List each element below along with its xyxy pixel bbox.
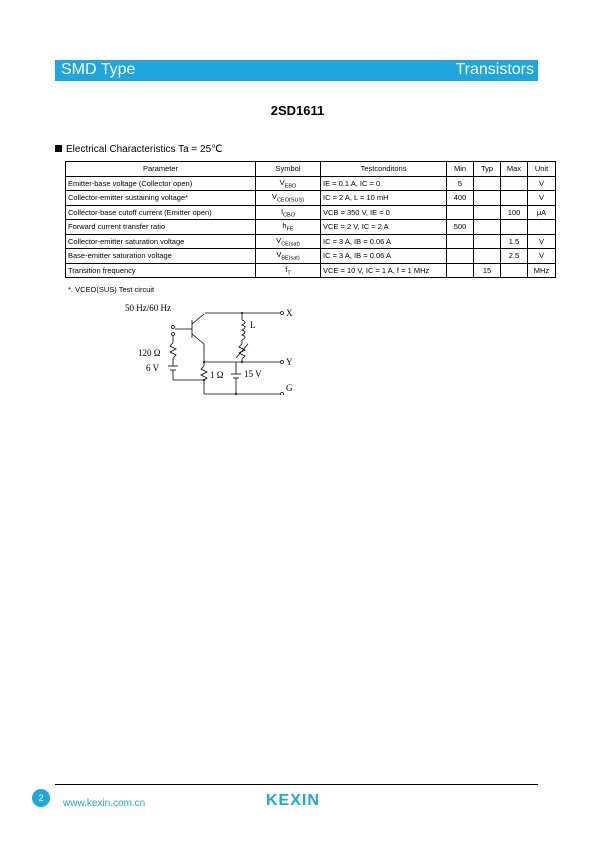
cell-parameter: Transition frequency	[66, 263, 256, 278]
symbol-main: V	[279, 177, 285, 187]
col-parameter: Parameter	[66, 162, 256, 177]
website-link[interactable]: www.kexin.com.cn	[63, 798, 146, 809]
cell-parameter: Collector-base cutoff current (Emitter open)	[66, 205, 256, 220]
cell-symbol	[256, 176, 321, 191]
table-row	[66, 234, 556, 249]
cell-test-condition: VCE = 10 V, IC = 1 A, f = 1 MHz	[321, 263, 447, 278]
footer-divider	[55, 784, 538, 785]
terminal-y-label: Y	[286, 357, 293, 367]
table-row	[66, 191, 556, 206]
cell-test-condition: IC = 3 A, IB = 0.06 A	[321, 234, 447, 249]
table-row	[66, 263, 556, 278]
cell-symbol	[256, 205, 321, 220]
page-number-badge: 2	[32, 789, 50, 807]
symbol-subscript: FE	[286, 226, 294, 233]
symbol-subscript: CE(sat)	[281, 241, 300, 247]
symbol-subscript: CBO	[283, 212, 295, 218]
cell-max	[501, 191, 528, 206]
cell-parameter: Collector-emitter sustaining voltage*	[66, 191, 256, 206]
table-row	[66, 205, 556, 220]
cell-typ	[474, 176, 501, 191]
table-row	[66, 220, 556, 235]
cell-max	[501, 176, 528, 191]
cell-test-condition: VCE = 2 V, IC = 2 A	[321, 220, 447, 235]
cell-test-condition: IC = 2 A, L = 10 mH	[321, 191, 447, 206]
symbol-main: I	[280, 206, 284, 216]
cell-symbol	[256, 220, 321, 235]
cell-parameter: Emitter-base voltage (Collector open)	[66, 176, 256, 191]
cell-typ	[474, 234, 501, 249]
cell-unit: V	[528, 249, 556, 264]
circuit-r1-label: 120 Ω	[138, 348, 161, 358]
cell-min: 400	[447, 191, 474, 206]
terminal-g-label: G	[286, 383, 293, 393]
col-typ: Typ	[474, 162, 501, 177]
cell-min: 500	[447, 220, 474, 235]
symbol-subscript: CEO(SUS)	[277, 197, 304, 204]
cell-parameter: Collector-emitter saturation voltage	[66, 234, 256, 249]
cell-max: 100	[501, 205, 528, 220]
characteristics-table	[65, 161, 556, 278]
col-symbol: Symbol	[256, 162, 321, 177]
cell-typ	[474, 249, 501, 264]
table-header-row	[66, 162, 556, 177]
cell-unit: V	[528, 234, 556, 249]
cell-symbol	[256, 234, 321, 249]
header-bar	[55, 60, 538, 81]
brand-logo: KEXIN	[266, 792, 320, 809]
cell-typ	[474, 220, 501, 235]
symbol-subscript: BE(sat)	[281, 255, 300, 262]
symbol-main: V	[276, 235, 282, 245]
test-circuit-diagram	[120, 300, 310, 395]
col-test: Testconditons	[321, 162, 447, 177]
cell-unit	[528, 220, 556, 235]
circuit-v1-label: 6 V	[146, 363, 160, 373]
page-title: 2SD1611	[270, 103, 325, 118]
cell-unit: μA	[528, 205, 556, 220]
cell-max	[501, 220, 528, 235]
cell-parameter: Base-emitter saturation voltage	[66, 249, 256, 264]
cell-symbol	[256, 263, 321, 278]
symbol-main: V	[272, 192, 278, 201]
circuit-v2-label: 15 V	[244, 369, 262, 379]
cell-parameter: Forward current transfer ratio	[66, 220, 256, 235]
cell-test-condition: VCB = 350 V, IE = 0	[321, 205, 447, 220]
cell-symbol	[256, 249, 321, 264]
cell-unit: MHz	[528, 263, 556, 278]
col-min: Min	[447, 162, 474, 177]
symbol-main: f	[285, 264, 288, 274]
cell-min	[447, 205, 474, 220]
header-product-type: Transistors	[455, 61, 534, 78]
terminal-x-label: X	[286, 308, 293, 318]
cell-unit: V	[528, 191, 556, 206]
table-row	[66, 176, 556, 191]
section-heading	[55, 144, 222, 155]
cell-unit: V	[528, 176, 556, 191]
symbol-main: V	[276, 250, 282, 259]
symbol-subscript: T	[287, 270, 291, 276]
symbol-main: h	[282, 221, 287, 230]
header-category: SMD Type	[61, 61, 136, 78]
footnote: *. VCEO(SUS) Test circuit	[68, 285, 155, 294]
cell-typ	[474, 205, 501, 220]
bullet-square-icon	[55, 145, 62, 152]
cell-max: 2.5	[501, 249, 528, 264]
circuit-freq-label: 50 Hz/60 Hz	[125, 303, 171, 313]
cell-test-condition: IE = 0.1 A, IC = 0	[321, 176, 447, 191]
table-row	[66, 249, 556, 264]
circuit-inductor-label: L	[250, 320, 256, 330]
section-label: Electrical Characteristics Ta = 25℃	[66, 144, 223, 155]
cell-symbol	[256, 191, 321, 206]
symbol-subscript: EBO	[284, 183, 297, 189]
cell-min	[447, 234, 474, 249]
cell-max: 1.5	[501, 234, 528, 249]
cell-typ: 15	[474, 263, 501, 278]
cell-min	[447, 249, 474, 264]
cell-max	[501, 263, 528, 278]
col-unit: Unit	[528, 162, 556, 177]
cell-typ	[474, 191, 501, 206]
circuit-r2-label: 1 Ω	[210, 370, 224, 380]
cell-min	[447, 263, 474, 278]
cell-min: 5	[447, 176, 474, 191]
col-max: Max	[501, 162, 528, 177]
cell-test-condition: IC = 3 A, IB = 0.06 A	[321, 249, 447, 264]
